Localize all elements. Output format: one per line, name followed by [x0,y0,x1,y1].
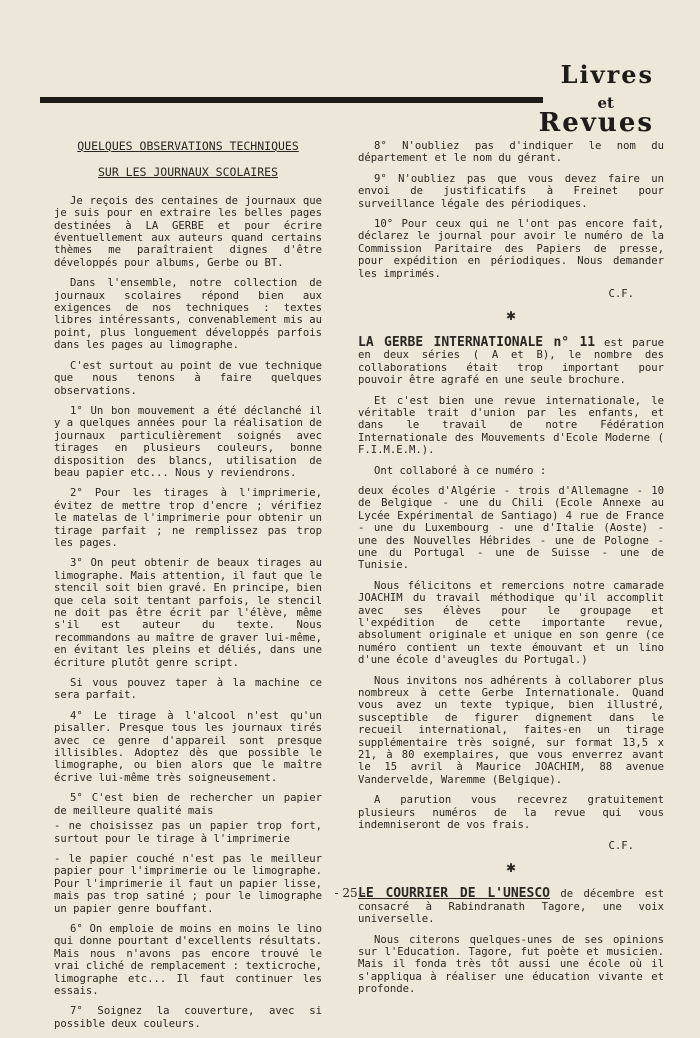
list-item: - ne choisissez pas un papier trop fort, surtout pour le tirage à l'imprimerie [54,820,322,845]
paragraph: Nous citerons quelques-unes de ses opinions sur l'Education. Tagore, fut poète et musicien. Mais il fonda très tôt aussi une école où il s'appliqua à réaliser une éducation vivante et profonde. [358,933,664,996]
paragraph: A parution vous recevrez gratuitement plusieurs numéros de la revue qui vous indemniseront de vos frais. [358,794,664,832]
article-subtitle: SUR LES JOURNAUX SCOLAIRES [97,165,278,180]
article-title: QUELQUES OBSERVATIONS TECHNIQUES [77,139,299,153]
paragraph: Et c'est bien une revue internationale, le véritable trait d'union par les enfants, et dans le travail de notre Fédération Internationale des Mouvements d'Ecole Moderne ( F.I.M.E.M.). [358,394,664,457]
courrier-heading: LE COURRIER DE L'UNESCO [358,886,550,902]
paragraph: deux écoles d'Algérie - trois d'Allemagne - 10 de Belgique - une du Chili (Ecole Annexe au Lycée Expérimental de Santiago) 4 rue de France - une du Luxembourg - une d'Italie (Aoste) - une des Nouvelles Hébrides - une de Pologne - une du Portugal - une de Suisse - une de Tunisie. [358,484,664,572]
page-number: - 25 - [334,886,366,900]
header-et: et [597,94,614,112]
right-column [358,140,664,1004]
paragraph: 2° Pour les tirages à l'imprimerie, évitez de mettre trop d'encre ; vérifiez le matelas de l'imprimerie pour obtenir un tirage parfait ; ne remplissez pas trop les pages. [54,487,322,549]
paragraph: Si vous pouvez taper à la machine ce sera parfait. [54,677,322,702]
paragraph: C'est surtout au point de vue technique que nous tenons à faire quelques observations. [54,359,322,397]
paragraph: Dans l'ensemble, notre collection de journaux scolaires répond bien aux exigences de nos techniques : textes libres intéressants, convenablement mis au point, plus longuement développés parfois dans les pages au limographe. [54,277,322,352]
paragraph: 10° Pour ceux qui ne l'ont pas encore fait, déclarez le journal pour avoir le numéro de la Commission Paritaire des Papiers de presse, pour expédition en périodiques. Nous demander les imprimés. [358,218,664,280]
paragraph: 4° Le tirage à l'alcool n'est qu'un pisaller. Presque tous les journaux tirés avec ce genre d'appareil sont presque illisibles. Adoptez dès que possible le limographe, ou bien alors que le maître écrive lui-même très soigneusement. [54,709,322,784]
paragraph: Ont collaboré à ce numéro : [374,464,547,477]
header-revues: Revues [538,108,654,138]
paragraph: 7° Soignez la couverture, avec si possible deux couleurs. [54,1005,322,1030]
paragraph: 1° Un bon mouvement a été déclanché il y a quelques années pour la réalisation de journaux particulièrement soignés avec tirages en plusieurs couleurs, bonne disposition des blancs, utilisation de beau papier etc... Nous y reviendrons. [54,404,322,479]
gerbe-heading: LA GERBE INTERNATIONALE [358,334,544,350]
paragraph: 8° N'oubliez pas d'indiquer le nom du département et le nom du gérant. [358,140,664,165]
gerbe-number: n° 11 [543,334,596,350]
left-column [54,140,322,1038]
signature: C.F. [608,288,634,301]
paragraph: 9° N'oubliez pas que vous devez faire un envoi de justificatifs à Freinet pour surveillance légale des périodiques. [358,172,664,210]
paragraph: Nous félicitons et remercions notre camarade JOACHIM du travail méthodique qu'il accomplit avec ses élèves pour le groupage et l'expédition de cette importante revue, absolument originale et unique en son genre (ce numéro contient un texte émouvant et un lino d'une école d'aveugles du Portugal.) [358,579,664,667]
paragraph: Je reçois des centaines de journaux que je suis pour en extraire les belles pages destinées à LA GERBE et pour écrire éventuellement aux auteurs quand certains thèmes me paraîtraient dignes d'être développés pour albums, Gerbe ou BT. [54,194,322,269]
list-item: - le papier couché n'est pas le meilleur papier pour l'imprimerie ou le limographe. Pour l'imprimerie il faut un papier lisse, mais pas trop satiné ; pour le limographe un papier genre bouffant. [54,852,322,915]
header-rule [40,97,543,103]
courrier-intro: LE COURRIER DE L'UNESCO de décembre est consacré à Rabindranath Tagore, une voix universelle. [358,886,664,926]
paragraph: 6° On emploie de moins en moins le lino qui donne pourtant d'excellents résultats. Mais nous n'avons pas encore trouvé le vrai cliché de remplacement : texticroche, limographe etc... Il faut continuer les essais. [54,922,322,997]
header-livres: Livres [560,60,654,89]
signature: C.F. [608,839,634,852]
gerbe-intro: LA GERBE INTERNATIONALE n° 11 est parue en deux séries ( A et B), le nombre des collaborations était trop important pour pouvoir être agrafé en une seule brochure. [358,334,664,387]
asterisk-separator: ✱ [505,309,517,324]
paragraph: 5° C'est bien de rechercher un papier de meilleure qualité mais [54,792,322,817]
asterisk-separator: ✱ [505,860,517,875]
paragraph: Nous invitons nos adhérents à collaborer plus nombreux à cette Gerbe Internationale. Quand vous avez un texte typique, bien illustré, susceptible de figurer dignement dans le recueil international, faites-en un tirage supplémentaire très soigné, sur format 13,5 x 21, à 80 exemplaires, que vous enverrez avant le 15 avril à Maurice JOACHIM, 88 avenue Vandervelde, Waremme (Belgique). [358,674,664,786]
paragraph: 3° On peut obtenir de beaux tirages au limographe. Mais attention, il faut que le stencil soit bien gravé. En principe, bien que cela soit tentant parfois, le stencil ne doit pas être écrit par l'élève, même s'il est auteur du texte. Nous recommandons au maître de graver lui-même, en évitant les pleins et déliés, dans une écriture plutôt genre script. [54,557,322,669]
